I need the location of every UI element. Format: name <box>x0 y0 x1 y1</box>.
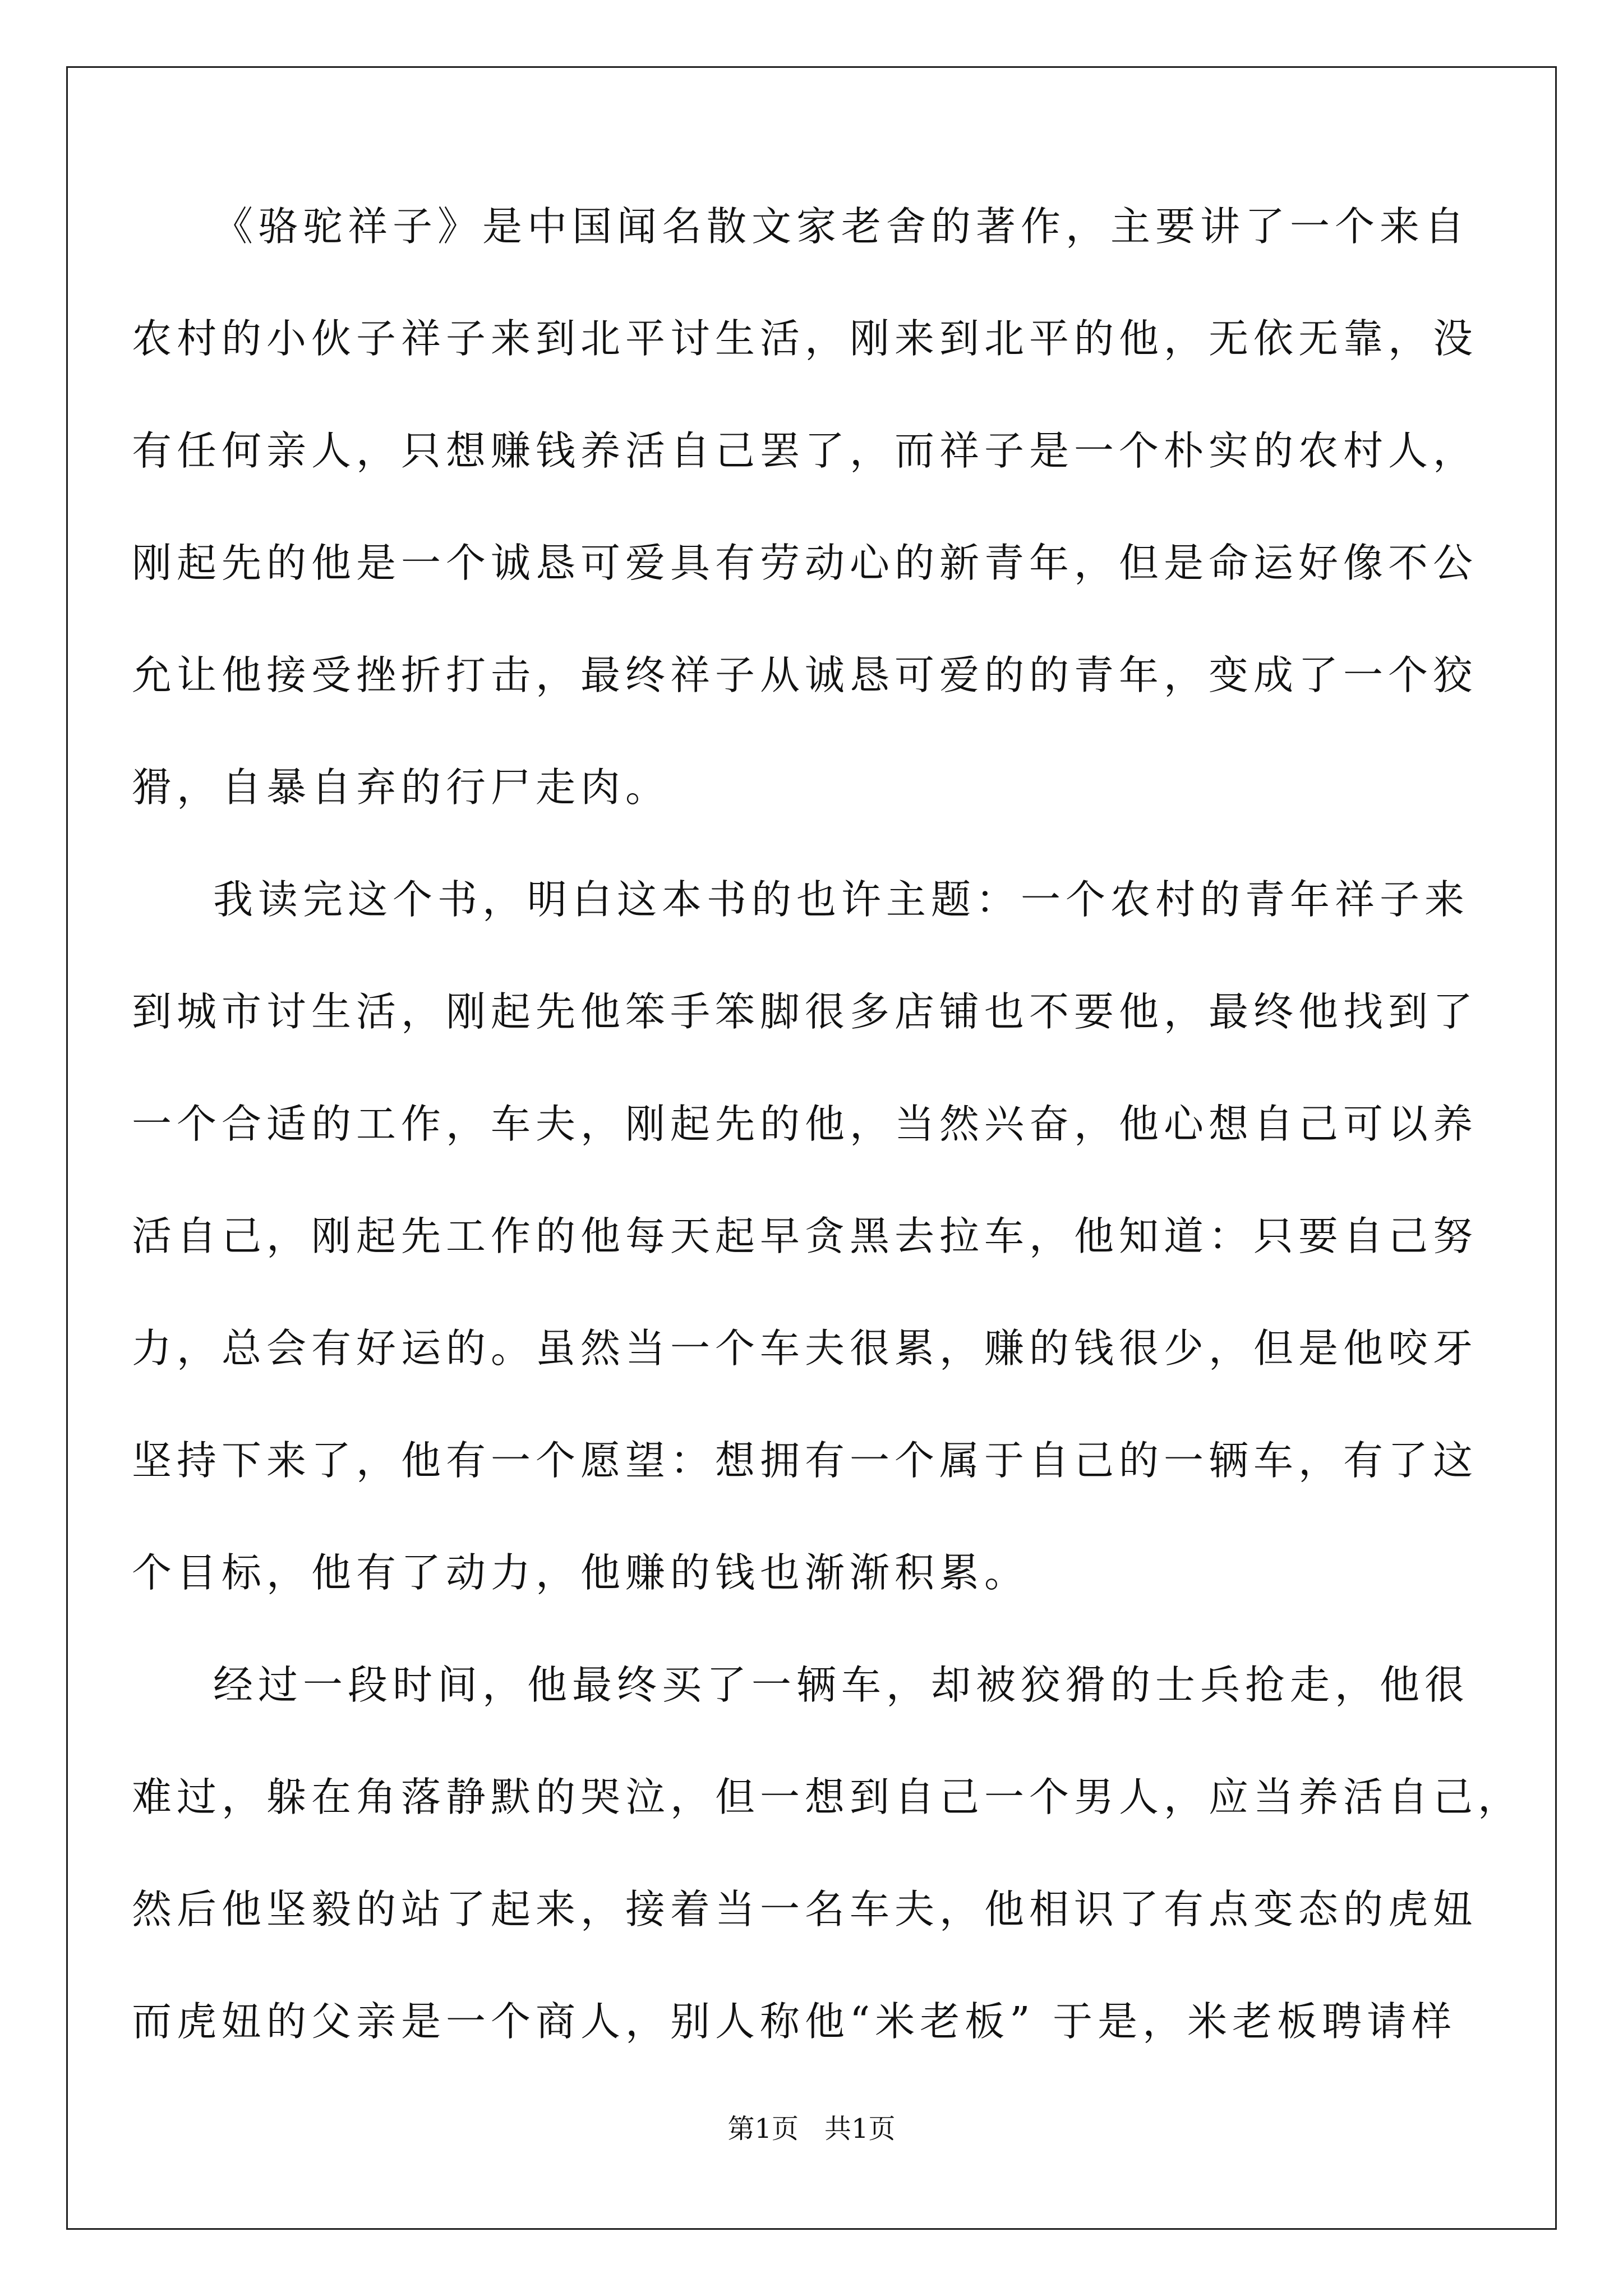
text-line: 刚起先的他是一个诚恳可爱具有劳动心的新青年，但是命运好像不公 <box>132 540 1478 586</box>
text-line: 力，总会有好运的。虽然当一个车夫很累，赚的钱很少，但是他咬牙 <box>132 1325 1478 1372</box>
text-line: 我读完这个书，明白这本书的也许主题：一个农村的青年祥子来 <box>213 876 1470 923</box>
page-number: 第1页 <box>727 2113 799 2145</box>
text-line: 而虎妞的父亲是一个商人，别人称他“米老板” 于是，米老板聘请样 <box>132 1998 1457 2045</box>
page-total: 共1页 <box>824 2113 896 2145</box>
text-line: 坚持下来了，他有一个愿望：想拥有一个属于自己的一辆车，有了这 <box>132 1437 1478 1484</box>
text-line: 猾，自暴自弃的行尸走肉。 <box>132 764 671 811</box>
text-line: 农村的小伙子祥子来到北平讨生活，刚来到北平的他，无依无靠，没 <box>132 315 1478 362</box>
text-line: 有任何亲人，只想赚钱养活自己罢了，而祥子是一个朴实的农村人， <box>132 427 1478 474</box>
text-line: 然后他坚毅的站了起来，接着当一名车夫，他相识了有点变态的虎妞 <box>132 1886 1478 1932</box>
text-line: 到城市讨生活，刚起先他笨手笨脚很多店铺也不要他，最终他找到了 <box>132 988 1478 1035</box>
text-line: 允让他接受挫折打击，最终祥子从诚恳可爱的的青年，变成了一个狡 <box>132 652 1478 698</box>
text-line: 活自己，刚起先工作的他每天起早贪黑去拉车，他知道：只要自己努 <box>132 1213 1478 1259</box>
text-line: 个目标，他有了动力，他赚的钱也渐渐积累。 <box>132 1549 1030 1596</box>
text-line: 一个合适的工作，车夫，刚起先的他，当然兴奋，他心想自己可以养 <box>132 1101 1478 1147</box>
text-line: 经过一段时间，他最终买了一辆车，却被狡猾的士兵抢走，他很 <box>213 1662 1470 1708</box>
page-footer <box>0 2109 1623 2148</box>
text-line: 《骆驼祥子》是中国闻名散文家老舍的著作，主要讲了一个来自 <box>213 203 1470 250</box>
text-line: 难过，躲在角落静默的哭泣，但一想到自己一个男人，应当养活自己， <box>132 1774 1523 1820</box>
